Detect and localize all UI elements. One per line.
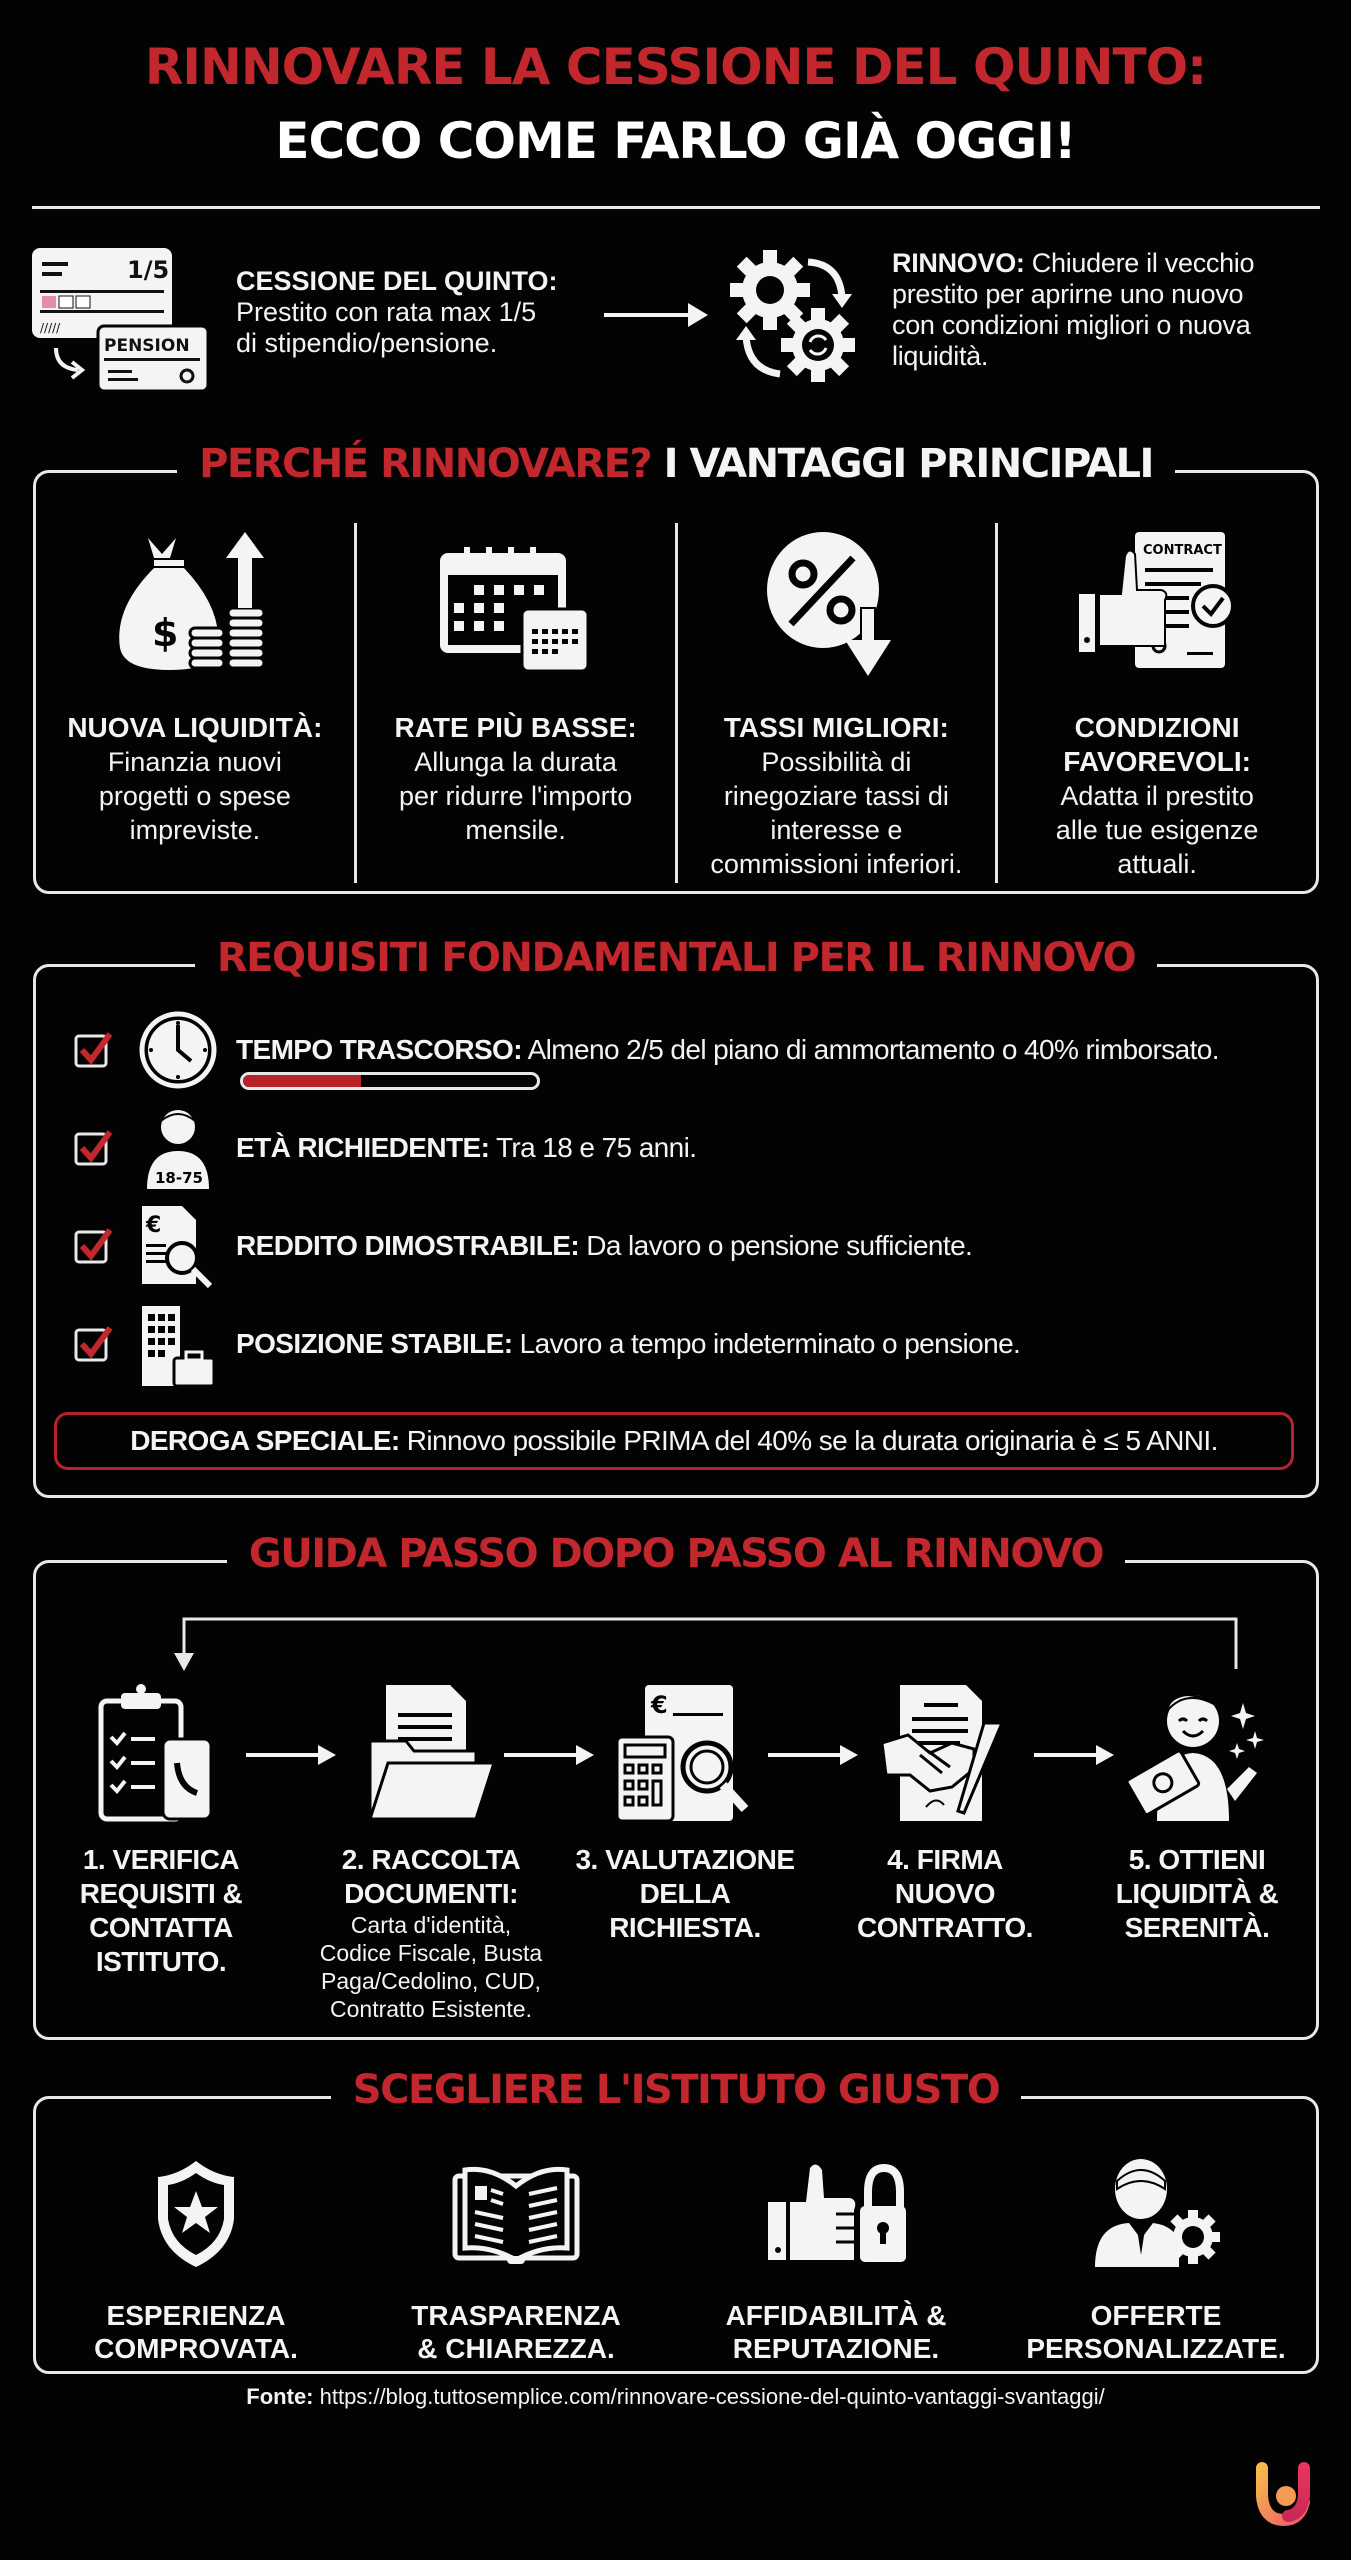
benefit-item: CONTRACT CONDIZIONI FAVOREVOLI: Adatta il prestito alle tue esigenze attuali. [995, 523, 1316, 883]
svg-text:$: $ [151, 611, 179, 655]
money-bag-coins-arrow-icon [110, 528, 280, 678]
contract-thumbs-up-icon [1077, 528, 1237, 678]
progress-fill [243, 1075, 361, 1087]
requirement-label: TEMPO TRASCORSO: [236, 1034, 522, 1065]
choose-title: SCEGLIERE L'ISTITUTO GIUSTO [331, 2067, 1021, 2113]
svg-text:PENSION: PENSION [104, 336, 190, 356]
intro-right-line3: con condizioni migliori o nuova [892, 310, 1251, 340]
calendar-icon [436, 533, 596, 673]
main-title-line2: ECCO COME FARLO GIÀ OGGI! [275, 112, 1076, 170]
svg-text:1/5: 1/5 [127, 256, 170, 284]
intro-right-line2: prestito per aprirne uno nuovo [892, 279, 1244, 309]
benefit-title: NUOVA LIQUIDITÀ: [67, 712, 323, 743]
choice-item: ESPERIENZA COMPROVATA. [36, 2149, 356, 2365]
benefits-title-white: I VANTAGGI PRINCIPALI [651, 441, 1153, 487]
happy-person-money-icon [1127, 1683, 1267, 1823]
repayment-progress-bar [240, 1072, 540, 1090]
choose-institute-section [33, 2067, 1319, 2374]
folder-documents-icon [366, 1683, 496, 1823]
percent-down-icon [761, 528, 911, 678]
choice-item: AFFIDABILITÀ & REPUTAZIONE. [676, 2149, 996, 2365]
person-age-icon [143, 1107, 213, 1189]
benefit-title-line1: CONDIZIONI [1074, 712, 1240, 743]
header-divider [32, 206, 1320, 209]
special-exception-note: DEROGA SPECIALE: Rinnovo possibile PRIMA del 40% se la durata originaria è ≤ 5 ANNI. [54, 1412, 1294, 1470]
benefit-title: TASSI MIGLIORI: [723, 712, 949, 743]
checkbox-checked-icon [74, 1226, 114, 1266]
source-link[interactable]: https://blog.tuttosemplice.com/rinnovare-cessione-del-quinto-vantaggi-svantaggi/ [313, 2384, 1105, 2409]
requirement-item: TEMPO TRASCORSO: Almeno 2/5 del piano di ammortamento o 40% rimborsato. [74, 1010, 1219, 1090]
main-title-line1: RINNOVARE LA CESSIONE DEL QUINTO: [144, 38, 1207, 96]
choice-item: TRASPARENZA & CHIAREZZA. [356, 2149, 676, 2365]
person-gear-icon [1091, 2159, 1221, 2269]
requirement-label: REDDITO DIMOSTRABILE: [236, 1230, 580, 1261]
checkbox-checked-icon [74, 1324, 114, 1364]
requirement-item: POSIZIONE STABILE: Lavoro a tempo indeterminato o pensione. [74, 1304, 1020, 1384]
steps-title: GUIDA PASSO DOPO PASSO AL RINNOVO [227, 1531, 1125, 1577]
step-item: 1. VERIFICA REQUISITI & CONTATTA ISTITUTO. [36, 1683, 286, 1979]
gears-renewal-icon [730, 250, 860, 385]
svg-text://///: ///// [40, 321, 61, 335]
source-citation [0, 2384, 1351, 2410]
benefits-section [33, 441, 1319, 894]
step-item: 5. OTTIENI LIQUIDITÀ & SERENITÀ. [1072, 1683, 1322, 1945]
requirement-label: POSIZIONE STABILE: [236, 1328, 513, 1359]
requirement-item: € REDDITO DIMOSTRABILE: Da lavoro o pensione sufficiente. [74, 1206, 972, 1286]
checkbox-checked-icon [74, 1128, 114, 1168]
brand-logo-icon [1250, 2462, 1316, 2526]
intro-left-line2: di stipendio/pensione. [236, 328, 498, 358]
thumbs-up-lock-icon [766, 2164, 906, 2264]
choice-item: OFFERTE PERSONALIZZATE. [996, 2149, 1316, 2365]
benefit-title: RATE PIÙ BASSE: [394, 712, 637, 743]
svg-text:18-75: 18-75 [155, 1169, 203, 1187]
intro-right-title: RINNOVO: [892, 248, 1025, 278]
checkbox-checked-icon [74, 1030, 114, 1070]
income-document-search-icon [138, 1204, 218, 1288]
step-item: 2. RACCOLTA DOCUMENTI: Carta d'identità, Codice Fiscale, Busta Paga/Cedolino, CUD, Contratto Esistente. [306, 1683, 556, 2023]
step-item: 4. FIRMA NUOVO CONTRATTO. [820, 1683, 1070, 1945]
benefits-title-red: PERCHÉ RINNOVARE? [199, 441, 652, 487]
step-item: € 3. VALUTAZIONE DELLA RICHIESTA. [560, 1683, 810, 1945]
benefit-item: RATE PIÙ BASSE: Allunga la durata per ridurre l'importo mensile. [354, 523, 675, 883]
benefit-item: TASSI MIGLIORI: Possibilità di rinegoziare tassi di interesse e commissioni inferiori. [675, 523, 996, 883]
requirement-label: ETÀ RICHIEDENTE: [236, 1132, 490, 1163]
svg-text:€: € [146, 1213, 162, 1238]
loop-back-arrow-icon [136, 1617, 1246, 1677]
handshake-contract-icon [880, 1683, 1010, 1823]
benefit-title: FAVOREVOLI: [1063, 746, 1251, 777]
intro-left-title: CESSIONE DEL QUINTO: [236, 266, 558, 296]
benefit-item: $ NUOVA LIQUIDITÀ: Finanzia nuovi progetti o spese impreviste. [36, 523, 354, 883]
calculator-magnifier-icon [615, 1683, 755, 1823]
svg-text:€: € [651, 1691, 668, 1719]
open-book-icon [451, 2162, 581, 2266]
steps-section [33, 1531, 1319, 2040]
intro-right-line1: Chiudere il vecchio [1024, 248, 1255, 278]
requirement-item: 18-75 ETÀ RICHIEDENTE: Tra 18 e 75 anni. [74, 1108, 696, 1188]
clock-icon [139, 1011, 217, 1089]
arrow-right-icon [604, 300, 708, 330]
intro-left-line1: Prestito con rata max 1/5 [236, 297, 537, 327]
checklist-phone-icon [91, 1683, 231, 1823]
requirements-title: REQUISITI FONDAMENTALI PER IL RINNOVO [195, 935, 1157, 981]
intro-right-line4: liquidità. [892, 341, 989, 371]
building-briefcase-icon [138, 1302, 218, 1386]
deroga-label: DEROGA SPECIALE: [130, 1425, 400, 1456]
shield-star-icon [156, 2159, 236, 2269]
source-label: Fonte: [246, 2384, 314, 2409]
svg-text:CONTRACT: CONTRACT [1143, 543, 1222, 558]
salary-pension-card-icon [32, 248, 212, 393]
